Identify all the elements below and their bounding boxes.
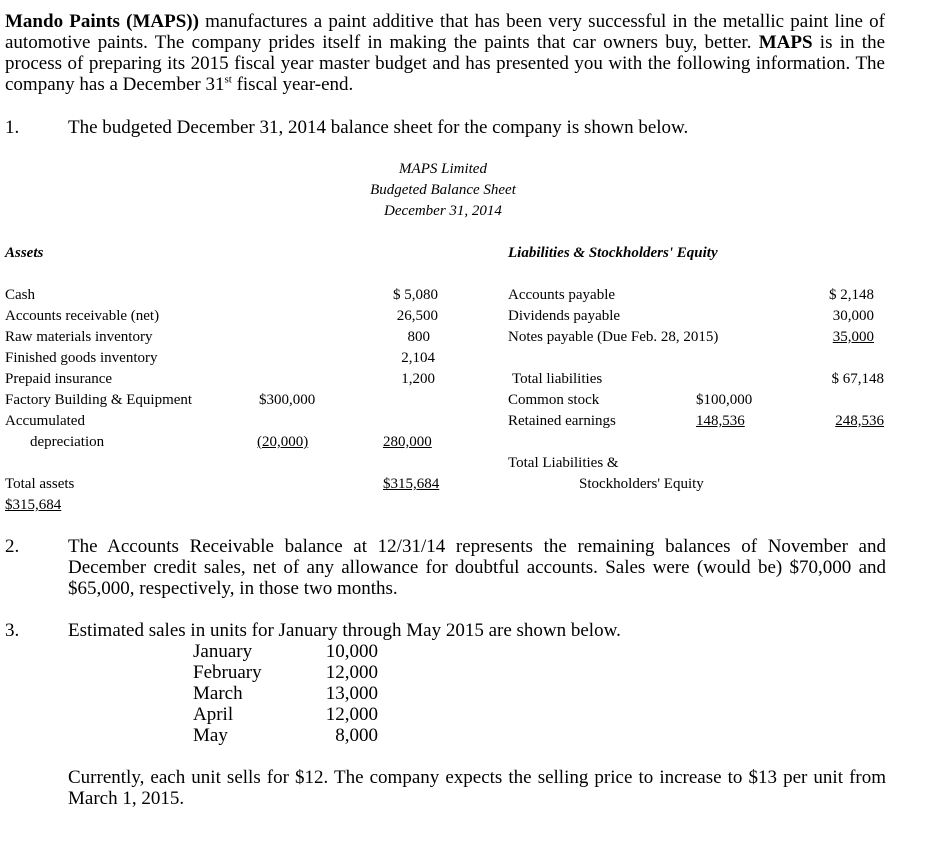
liability-label: Dividends payable xyxy=(508,308,621,324)
intro-paragraph xyxy=(5,11,885,95)
factory-net: 280,000 xyxy=(383,434,432,450)
sales-units: 10,000 xyxy=(325,641,378,662)
asset-label: Prepaid insurance xyxy=(5,371,113,387)
sales-units: 13,000 xyxy=(325,683,378,704)
sales-units: 12,000 xyxy=(325,662,378,683)
asset-amount: $ 5,080 xyxy=(393,287,438,303)
common-stock-label: Common stock xyxy=(508,392,600,408)
asset-label: Finished goods inventory xyxy=(5,350,158,366)
sales-units: 8,000 xyxy=(335,725,378,746)
intro-sup: st xyxy=(224,73,232,86)
retained-earnings-label: Retained earnings xyxy=(508,413,616,429)
item1-text: The budgeted December 31, 2014 balance sheet for the company is shown below. xyxy=(68,117,689,138)
bs-date-title: December 31, 2014 xyxy=(384,203,502,219)
sales-month: February xyxy=(193,662,262,683)
item3-text: Estimated sales in units for January through May 2015 are shown below. xyxy=(68,620,621,641)
asset-label: Cash xyxy=(5,287,35,303)
total-assets-label: Total assets xyxy=(5,476,75,492)
company-name: Mando Paints (MAPS)) xyxy=(5,11,199,32)
equity-total: 248,536 xyxy=(835,413,884,429)
intro-text-1: manufactures a paint additive that has been very successful in the metallic paint line of automotive paints. The company prides itself in making the paints that car owners buy, better. xyxy=(5,11,885,53)
total-assets-amount: $315,684 xyxy=(383,476,440,492)
intro-text-3: fiscal year-end. xyxy=(231,74,354,95)
total-le-label-2: Stockholders' Equity xyxy=(579,476,704,492)
item2-number: 2. xyxy=(5,536,20,557)
item3-number: 3. xyxy=(5,620,20,641)
liability-label: Notes payable (Due Feb. 28, 2015) xyxy=(508,329,719,345)
intro-text-2: is in the process of preparing its 2015 fiscal year master budget and has presented you with the following information. The company has a December 31 xyxy=(5,32,885,95)
liabilities-header: Liabilities & Stockholders' Equity xyxy=(508,245,718,261)
asset-label: Accounts receivable (net) xyxy=(5,308,160,324)
price-text: Currently, each unit sells for $12. The company expects the selling price to increase to $13 per unit from March 1, 2015. xyxy=(68,767,886,809)
assets-header: Assets xyxy=(5,245,44,261)
sales-month: April xyxy=(193,704,234,725)
depreciation-label: depreciation xyxy=(30,434,105,450)
total-le-label-1: Total Liabilities & xyxy=(508,455,619,471)
liability-amount: $ 2,148 xyxy=(829,287,874,303)
sales-month: January xyxy=(193,641,253,662)
asset-amount: 800 xyxy=(407,329,430,345)
liability-label: Accounts payable xyxy=(508,287,616,303)
sales-month: May xyxy=(193,725,228,746)
asset-amount: 26,500 xyxy=(396,308,438,324)
item2-text: The Accounts Receivable balance at 12/31/14 represents the remaining balances of November and December credit sales, net of any allowance for doubtful accounts. Sales were (would be) $70,000 and $65,000, respectively, in those two months. xyxy=(68,536,886,599)
liability-amount: 30,000 xyxy=(832,308,874,324)
accum-amount: (20,000) xyxy=(257,434,309,450)
liability-amount: 35,000 xyxy=(832,329,874,345)
sales-units: 12,000 xyxy=(325,704,378,725)
asset-amount: 2,104 xyxy=(401,350,435,366)
asset-label: Raw materials inventory xyxy=(5,329,153,345)
retained-earnings-amount: 148,536 xyxy=(696,413,745,429)
sales-month: March xyxy=(193,683,243,704)
item1-number: 1. xyxy=(5,117,20,138)
asset-amount: 1,200 xyxy=(401,371,435,387)
common-stock-amount: $100,000 xyxy=(696,392,753,408)
bs-company-title: MAPS Limited xyxy=(399,161,487,177)
maps-name: MAPS xyxy=(758,32,813,53)
factory-gross: $300,000 xyxy=(259,392,316,408)
accum-label: Accumulated xyxy=(5,413,85,429)
total-liabilities-amount: $ 67,148 xyxy=(831,371,884,387)
total-liabilities-label: Total liabilities xyxy=(512,371,603,387)
bs-sheet-title: Budgeted Balance Sheet xyxy=(370,182,516,198)
factory-label: Factory Building & Equipment xyxy=(5,392,193,408)
total-assets-repeat: $315,684 xyxy=(5,497,62,513)
